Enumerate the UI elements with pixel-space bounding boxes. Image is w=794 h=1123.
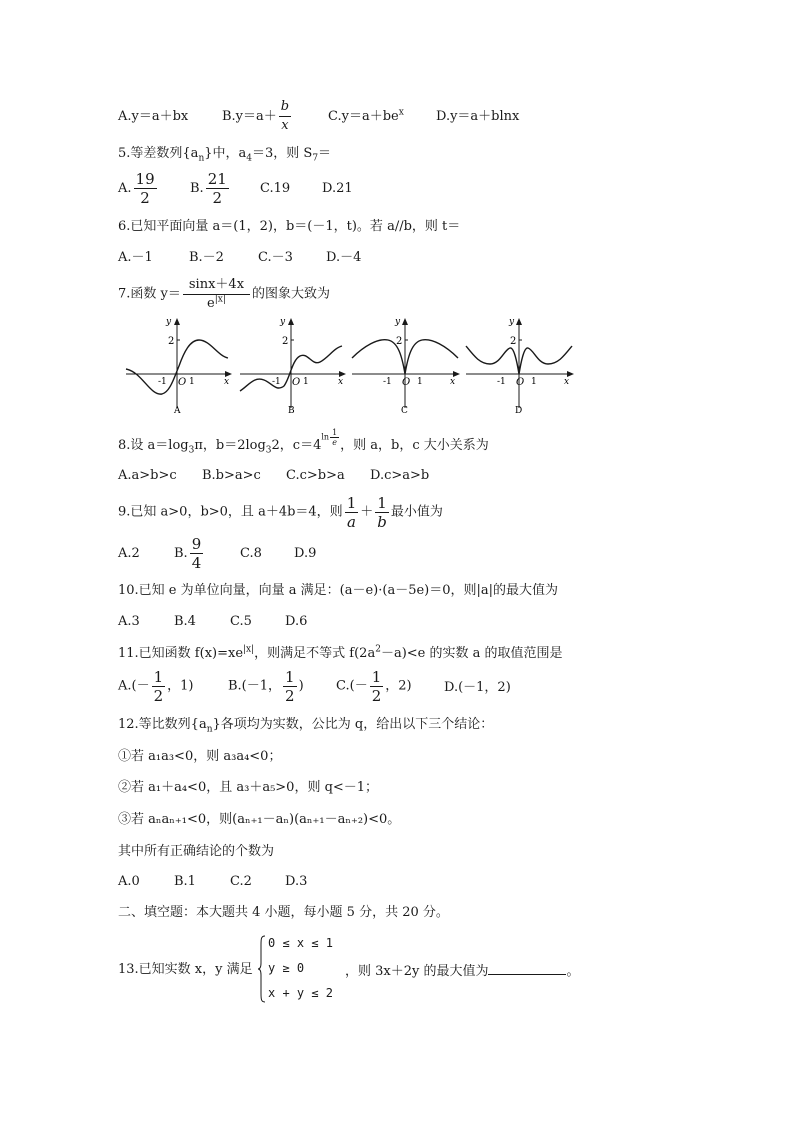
q12-question: 其中所有正确结论的个数为 <box>118 844 275 859</box>
label-x: x <box>450 377 456 387</box>
q13-constraint-system <box>258 935 338 1005</box>
q4-b-denominator: x <box>281 118 289 133</box>
label-2: 2 <box>396 336 403 347</box>
q8-sub: 3 <box>188 445 195 456</box>
q11-sup: 2 <box>375 644 381 655</box>
q9-b-fraction <box>190 535 204 572</box>
label-origin: O <box>516 377 525 388</box>
q13-constraint-1: 0 ≤ x ≤ 1 <box>268 936 334 950</box>
label-origin: O <box>292 377 301 388</box>
q12-statement-3: ③若 aₙaₙ₊₁<0，则(aₙ₊₁－aₙ)(aₙ₊₁－aₙ₊₂)<0。 <box>118 812 401 827</box>
q11-c-suffix: ，2) <box>385 678 412 694</box>
q8-stem <box>118 427 489 457</box>
q9-f1-numerator: 1 <box>346 494 357 512</box>
q9-f2-numerator: 1 <box>375 494 389 513</box>
q9-stem-part: 9.已知 a>0，b>0，且 a＋4b＝4，则 <box>118 504 343 520</box>
q11-sup: |x| <box>243 644 255 655</box>
q13-stem-suffix-text: ，则 3x＋2y 的最大值为 <box>345 964 489 979</box>
q5-sub: n <box>198 153 205 164</box>
q5-b-denominator: 2 <box>212 189 222 207</box>
q9-option-d: D.9 <box>294 546 317 561</box>
q9-option-a: A.2 <box>118 546 140 561</box>
q4-option-b-prefix: B.y＝a＋ <box>222 109 277 124</box>
q11-b-denominator: 2 <box>285 687 295 705</box>
q9-b-denominator: 4 <box>191 554 202 572</box>
q11-option-b <box>228 668 304 705</box>
q5-sub: 7 <box>312 153 319 164</box>
q5-option-d: D.21 <box>322 181 353 196</box>
q9-option-c: C.8 <box>240 546 262 561</box>
q5-stem-part: }中，a <box>204 146 247 161</box>
section-heading-fill-in: 二、填空题：本大题共 4 小题，每小题 5 分，共 20 分。 <box>118 905 449 920</box>
label-x: x <box>564 377 570 387</box>
q9-b-numerator: 9 <box>191 535 202 553</box>
q7-fraction <box>183 276 250 313</box>
q4-option-c-text: C.y＝a＋be <box>328 109 399 124</box>
q13-constraint-2: y ≥ 0 <box>268 961 305 975</box>
q10-option-d: D.6 <box>285 614 308 629</box>
q9-option-b <box>174 535 205 572</box>
q12-statement-1: ①若 a₁a₃<0，则 a₃a₄<0； <box>118 749 282 764</box>
q10-option-c: C.5 <box>230 614 252 629</box>
q5-a-denominator: 2 <box>140 189 150 207</box>
q5-a-prefix: A. <box>118 181 132 196</box>
label-1: 1 <box>531 377 537 387</box>
label-origin: O <box>178 377 187 388</box>
q6-option-a: A.－1 <box>118 250 153 265</box>
q4-option-b <box>222 98 293 135</box>
label-x: x <box>224 377 230 387</box>
q5-stem <box>118 145 331 163</box>
label-2: 2 <box>510 336 517 347</box>
q9-f2-denominator: b <box>377 513 387 531</box>
q8-stem-part: π，b＝2log <box>194 438 266 453</box>
q8-option-b: B.b>a>c <box>202 468 261 483</box>
q7-stem-prefix: 7.函数 y＝ <box>118 286 181 302</box>
q13-stem-prefix: 13.已知实数 x，y 满足 <box>118 962 253 977</box>
q5-option-c: C.19 <box>260 181 291 196</box>
q12-stem-part: }各项均为实数，公比为 q，给出以下三个结论： <box>212 717 494 732</box>
q10-option-b: B.4 <box>174 614 196 629</box>
q11-a-suffix: ，1) <box>167 678 194 694</box>
label-2: 2 <box>168 336 175 347</box>
q8-sub: 3 <box>265 445 272 456</box>
q5-b-prefix: B. <box>190 181 204 196</box>
q4-option-c-exponent: x <box>398 107 404 118</box>
q9-fraction-1 <box>345 494 359 531</box>
y-axis-arrow <box>288 318 294 325</box>
y-axis-arrow <box>174 318 180 325</box>
label-minus-1: -1 <box>272 377 281 387</box>
label-y: y <box>395 317 401 327</box>
label-origin: O <box>402 377 411 388</box>
q8-option-d: D.c>a>b <box>370 468 430 483</box>
q7-numerator: sinx＋4x <box>183 276 250 295</box>
q12-sub: n <box>206 724 213 735</box>
q9-fraction-2 <box>375 494 389 531</box>
q7-graph-b <box>238 316 348 416</box>
label-2: 2 <box>282 336 289 347</box>
q11-c-numerator: 1 <box>371 668 382 686</box>
q4-option-b-fraction <box>279 98 291 135</box>
q12-option-b: B.1 <box>174 874 196 889</box>
label-minus-1: -1 <box>497 377 506 387</box>
q11-stem <box>118 645 563 663</box>
q5-stem-part: ＝3，则 S <box>252 146 313 161</box>
q7-stem <box>118 276 330 313</box>
q9-stem-part: 最小值为 <box>390 504 443 520</box>
q4-option-c <box>328 108 404 126</box>
q11-b-prefix: B.(－1， <box>228 678 282 694</box>
q8-exponent <box>321 428 340 447</box>
q5-option-b <box>190 170 231 207</box>
graph-label: C <box>401 406 408 416</box>
q11-c-fraction <box>370 668 384 705</box>
q9-b-prefix: B. <box>174 546 188 561</box>
q5-b-numerator: 21 <box>207 170 227 188</box>
q7-graph-c <box>350 316 462 416</box>
label-x: x <box>338 377 344 387</box>
q8-option-a: A.a>b>c <box>118 468 177 483</box>
q5-b-fraction <box>206 170 229 207</box>
q13-period: 。 <box>566 964 580 979</box>
q9-plus: ＋ <box>360 504 374 520</box>
q11-a-numerator: 1 <box>153 668 164 686</box>
q4-option-d: D.y＝a＋blnx <box>436 109 520 124</box>
q10-stem: 10.已知 e 为单位向量，向量 a 满足：(a－e)·(a－5e)＝0，则|a|的最大值为 <box>118 583 559 598</box>
y-axis-arrow <box>516 318 522 325</box>
q5-a-fraction <box>134 170 157 207</box>
q11-a-fraction <box>152 668 166 705</box>
label-minus-1: -1 <box>383 377 392 387</box>
q6-option-c: C.－3 <box>258 250 293 265</box>
q11-c-denominator: 2 <box>371 687 382 705</box>
q13-constraint-3: x + y ≤ 2 <box>268 986 334 1000</box>
label-y: y <box>509 317 515 327</box>
q11-a-denominator: 2 <box>153 687 164 705</box>
label-y: y <box>280 317 286 327</box>
q5-option-a <box>118 170 159 207</box>
q13-stem-suffix <box>345 961 580 981</box>
label-y: y <box>166 317 172 327</box>
q8-exp-ln: ln <box>321 432 330 441</box>
q11-stem-part: ，则满足不等式 f(2a <box>254 646 376 661</box>
q12-statement-2: ②若 a₁＋a₄<0，且 a₃＋a₅>0，则 q<－1； <box>118 780 379 795</box>
q7-denominator <box>183 295 250 313</box>
q8-exp-denominator: e <box>332 437 337 447</box>
q8-exp-numerator: 1 <box>332 427 338 437</box>
q8-option-c: C.c>b>a <box>286 468 345 483</box>
q7-graph-a <box>124 316 234 416</box>
q4-option-a: A.y＝a＋bx <box>118 109 189 124</box>
graph-label: B <box>288 406 295 416</box>
q9-f1-denominator: a <box>346 513 356 531</box>
q7-stem-suffix: 的图象大致为 <box>252 286 331 302</box>
q12-option-a: A.0 <box>118 874 140 889</box>
left-brace-icon <box>258 935 266 1003</box>
q11-c-prefix: C.(－ <box>336 678 368 694</box>
q11-b-numerator: 1 <box>285 668 295 686</box>
q11-b-fraction <box>283 668 297 705</box>
graph-label: D <box>515 406 523 416</box>
q12-option-c: C.2 <box>230 874 252 889</box>
q7-graph-d <box>464 316 576 416</box>
q8-stem-part: 2，c＝4 <box>271 438 322 453</box>
q6-option-d: D.－4 <box>326 250 362 265</box>
q5-a-numerator: 19 <box>135 170 155 188</box>
q11-a-prefix: A.(－ <box>118 678 150 694</box>
q11-b-suffix: ) <box>298 678 304 694</box>
label-1: 1 <box>303 377 309 387</box>
label-minus-1: -1 <box>158 377 167 387</box>
q11-option-a <box>118 668 193 705</box>
q7-den-exponent: |x| <box>214 294 226 305</box>
q8-stem-part: ，则 a，b，c 大小关系为 <box>340 438 489 453</box>
q8-exp-fraction <box>330 428 339 447</box>
label-1: 1 <box>417 377 423 387</box>
q11-stem-part: 11.已知函数 f(x)=xe <box>118 646 244 661</box>
y-axis-arrow <box>402 318 408 325</box>
q5-sub: 4 <box>246 153 252 164</box>
q5-stem-part: 5.等差数列{a <box>118 146 199 161</box>
q12-option-d: D.3 <box>285 874 308 889</box>
label-1: 1 <box>189 377 195 387</box>
q11-stem-part: －a)<e 的实数 a 的取值范围是 <box>380 646 563 661</box>
q13-answer-blank[interactable] <box>488 961 566 975</box>
q6-stem: 6.已知平面向量 a＝(1，2)，b＝(－1，t)。若 a//b，则 t＝ <box>118 219 461 234</box>
q11-option-d: D.(－1，2) <box>444 680 511 695</box>
q9-stem <box>118 494 443 531</box>
q12-stem <box>118 716 493 734</box>
q7-den-base: e <box>207 296 215 311</box>
graph-label: A <box>174 406 181 416</box>
q6-option-b: B.－2 <box>189 250 224 265</box>
q12-stem-part: 12.等比数列{a <box>118 717 207 732</box>
q10-option-a: A.3 <box>118 614 140 629</box>
q4-b-numerator: b <box>279 98 291 117</box>
q8-stem-part: 8.设 a＝log <box>118 438 189 453</box>
q5-stem-part: ＝ <box>318 146 332 161</box>
q11-option-c <box>336 668 412 705</box>
